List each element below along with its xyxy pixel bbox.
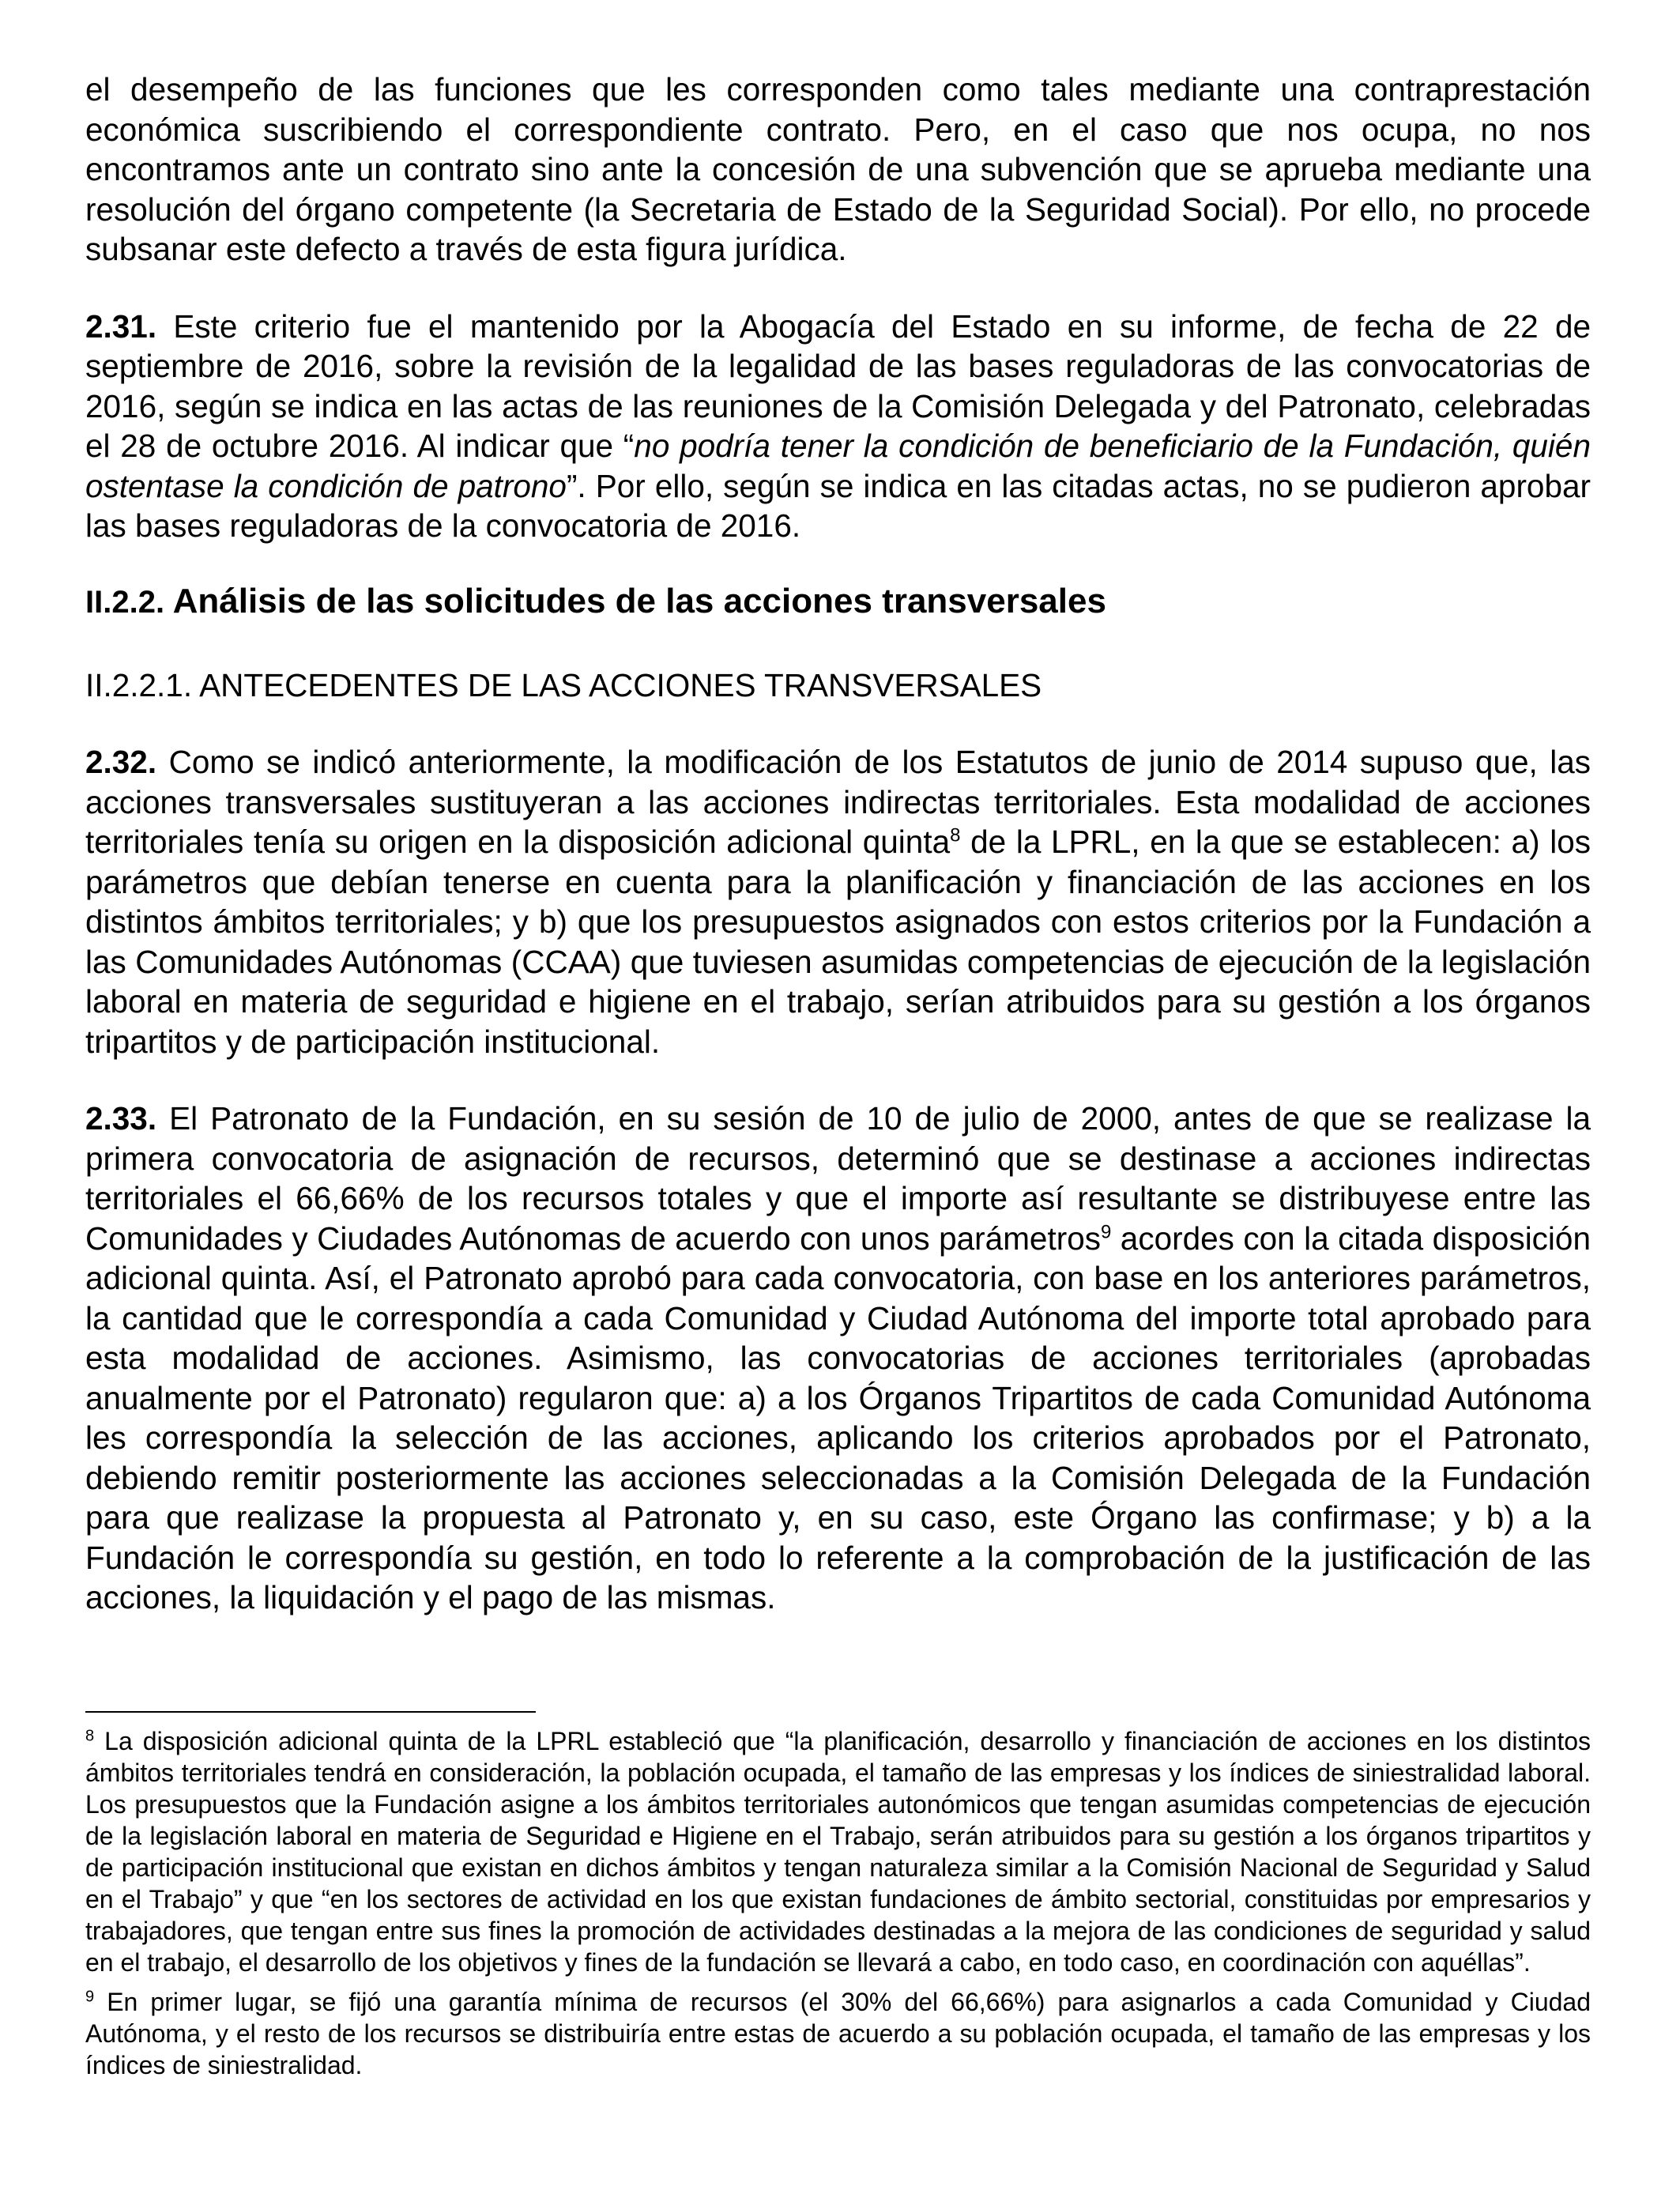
paragraph-2-33	[85, 1099, 1591, 1618]
paragraph-text: de la LPRL, en la que se establecen: a) los parámetros que debían tenerse en cuenta para la planificación y financiación de las acciones en los distintos ámbitos territoriales; y b) que los presupuestos asignados con estos criterios por la Fundación a las Comunidades Autónomas (CCAA) que tuviesen asumidas competencias de ejecución de la legislación laboral en materia de seguridad e higiene en el trabajo, serían atribuidos para su gestión a los órganos tripartitos y de participación institucional.	[85, 824, 1591, 1060]
section-heading	[85, 579, 1591, 624]
paragraph-text: ”. Por ello, según se indica en las citadas actas, no se pudieron aprobar las bases reguladoras de la convocatoria de 2016.	[85, 467, 1591, 544]
footnote-separator	[85, 1711, 536, 1713]
footnotes	[85, 1725, 1591, 2089]
paragraph-number: 2.31.	[85, 307, 157, 345]
footnote-ref-9[interactable]: 9	[1100, 1221, 1112, 1242]
footnote-text: En primer lugar, se fijó una garantía mínima de recursos (el 30% del 66,66%) para asignarlos a cada Comunidad y Ciudad Autónoma, y el resto de los recursos se distribuiría entre estas de acuerdo a su población ocupada, el tamaño de las empresas y los índices de siniestralidad.	[85, 1988, 1591, 2079]
paragraph-text: el desempeño de las funciones que les corresponden como tales mediante una contraprestación económica suscribiendo el correspondiente contrato. Pero, en el caso que nos ocupa, no nos encontramos ante un contrato sino ante la concesión de una subvención que se aprueba mediante una resolución del órgano competente (la Secretaria de Estado de la Seguridad Social). Por ello, no procede subsanar este defecto a través de esta figura jurídica.	[85, 71, 1591, 267]
footnote-mark: 9	[85, 1988, 95, 2006]
footnote-text: La disposición adicional quinta de la LPRL estableció que “la planificación, desarrollo y financiación de acciones en los distintos ámbitos territoriales tendrá en consideración, la población ocupada, el tamaño de las empresas y los índices de siniestralidad laboral. Los presupuestos que la Fundación asigne a los ámbitos territoriales autonómicos que tengan asumidas competencias de ejecución de la legislación laboral en materia de Seguridad e Higiene en el Trabajo, serán atribuidos para su gestión a los órganos tripartitos y de participación institucional que existan en dichos ámbitos y tengan naturaleza similar a la Comisión Nacional de Seguridad y Salud en el Trabajo” y que “en los sectores de actividad en los que existan fundaciones de ámbito sectorial, constituidas por empresarios y trabajadores, que tengan entre sus fines la promoción de actividades destinadas a la mejora de las condiciones de seguridad y salud en el trabajo, el desarrollo de los objetivos y fines de la fundación se llevará a cabo, en todo caso, en coordinación con aquéllas”.	[85, 1727, 1591, 1977]
paragraph-text: Como se indicó anteriormente, la modificación de los Estatutos de junio de 2014 supuso que, las acciones transversales sustituyeran a las acciones indirectas territoriales. Esta modalidad de acciones territoriales tenía su origen en la disposición adicional quinta	[85, 744, 1591, 860]
paragraph-number: 2.32.	[85, 744, 157, 780]
footnote-9	[85, 1986, 1591, 2081]
footnote-ref-8[interactable]: 8	[950, 824, 961, 846]
paragraph-continuation	[85, 70, 1591, 270]
paragraph-text: El Patronato de la Fundación, en su sesión de 10 de julio de 2000, antes de que se realizase la primera convocatoria de asignación de recursos, determinó que se destinase a acciones indirectas territoriales el 66,66% de los recursos totales y que el importe así resultante se distribuyese entre las Comunidades y Ciudades Autónomas de acuerdo con unos parámetros	[85, 1100, 1591, 1257]
quoted-text: no podría tener la condición de beneficiario de la Fundación, quién ostentase la condición de patrono	[85, 428, 1591, 504]
paragraph-2-32	[85, 742, 1591, 1061]
subsection-heading: II.2.2.1. ANTECEDENTES DE LAS ACCIONES TRANSVERSALES	[85, 666, 1042, 703]
paragraph-number: 2.33.	[85, 1100, 157, 1137]
section-title: Análisis de las solicitudes de las acciones transversales	[164, 581, 1106, 620]
footnote-mark: 8	[85, 1727, 95, 1745]
section-number: II.2.2.	[85, 584, 165, 620]
footnote-8	[85, 1725, 1591, 1978]
paragraph-text: Este criterio fue el mantenido por la Abogacía del Estado en su informe, de fecha de 22 de septiembre de 2016, sobre la revisión de la legalidad de las bases reguladoras de las convocatorias de 2016, según se indica en las actas de las reuniones de la Comisión Delegada y del Patronato, celebradas el 28 de octubre 2016. Al indicar que “	[85, 307, 1591, 464]
document-body	[85, 70, 1591, 1618]
paragraph-text: acordes con la citada disposición adicional quinta. Así, el Patronato aprobó para cada convocatoria, con base en los anteriores parámetros, la cantidad que le correspondía a cada Comunidad y Ciudad Autónoma del importe total aprobado para esta modalidad de acciones. Asimismo, las convocatorias de acciones territoriales (aprobadas anualmente por el Patronato) regularon que: a) a los Órganos Tripartitos de cada Comunidad Autónoma les correspondía la selección de las acciones, aplicando los criterios aprobados por el Patronato, debiendo remitir posteriormente las acciones seleccionadas a la Comisión Delegada de la Fundación para que realizase la propuesta al Patronato y, en su caso, este Órgano las confirmase; y b) a la Fundación le correspondía su gestión, en todo lo referente a la comprobación de la justificación de las acciones, la liquidación y el pago de las mismas.	[85, 1220, 1591, 1615]
paragraph-2-31	[85, 307, 1591, 546]
